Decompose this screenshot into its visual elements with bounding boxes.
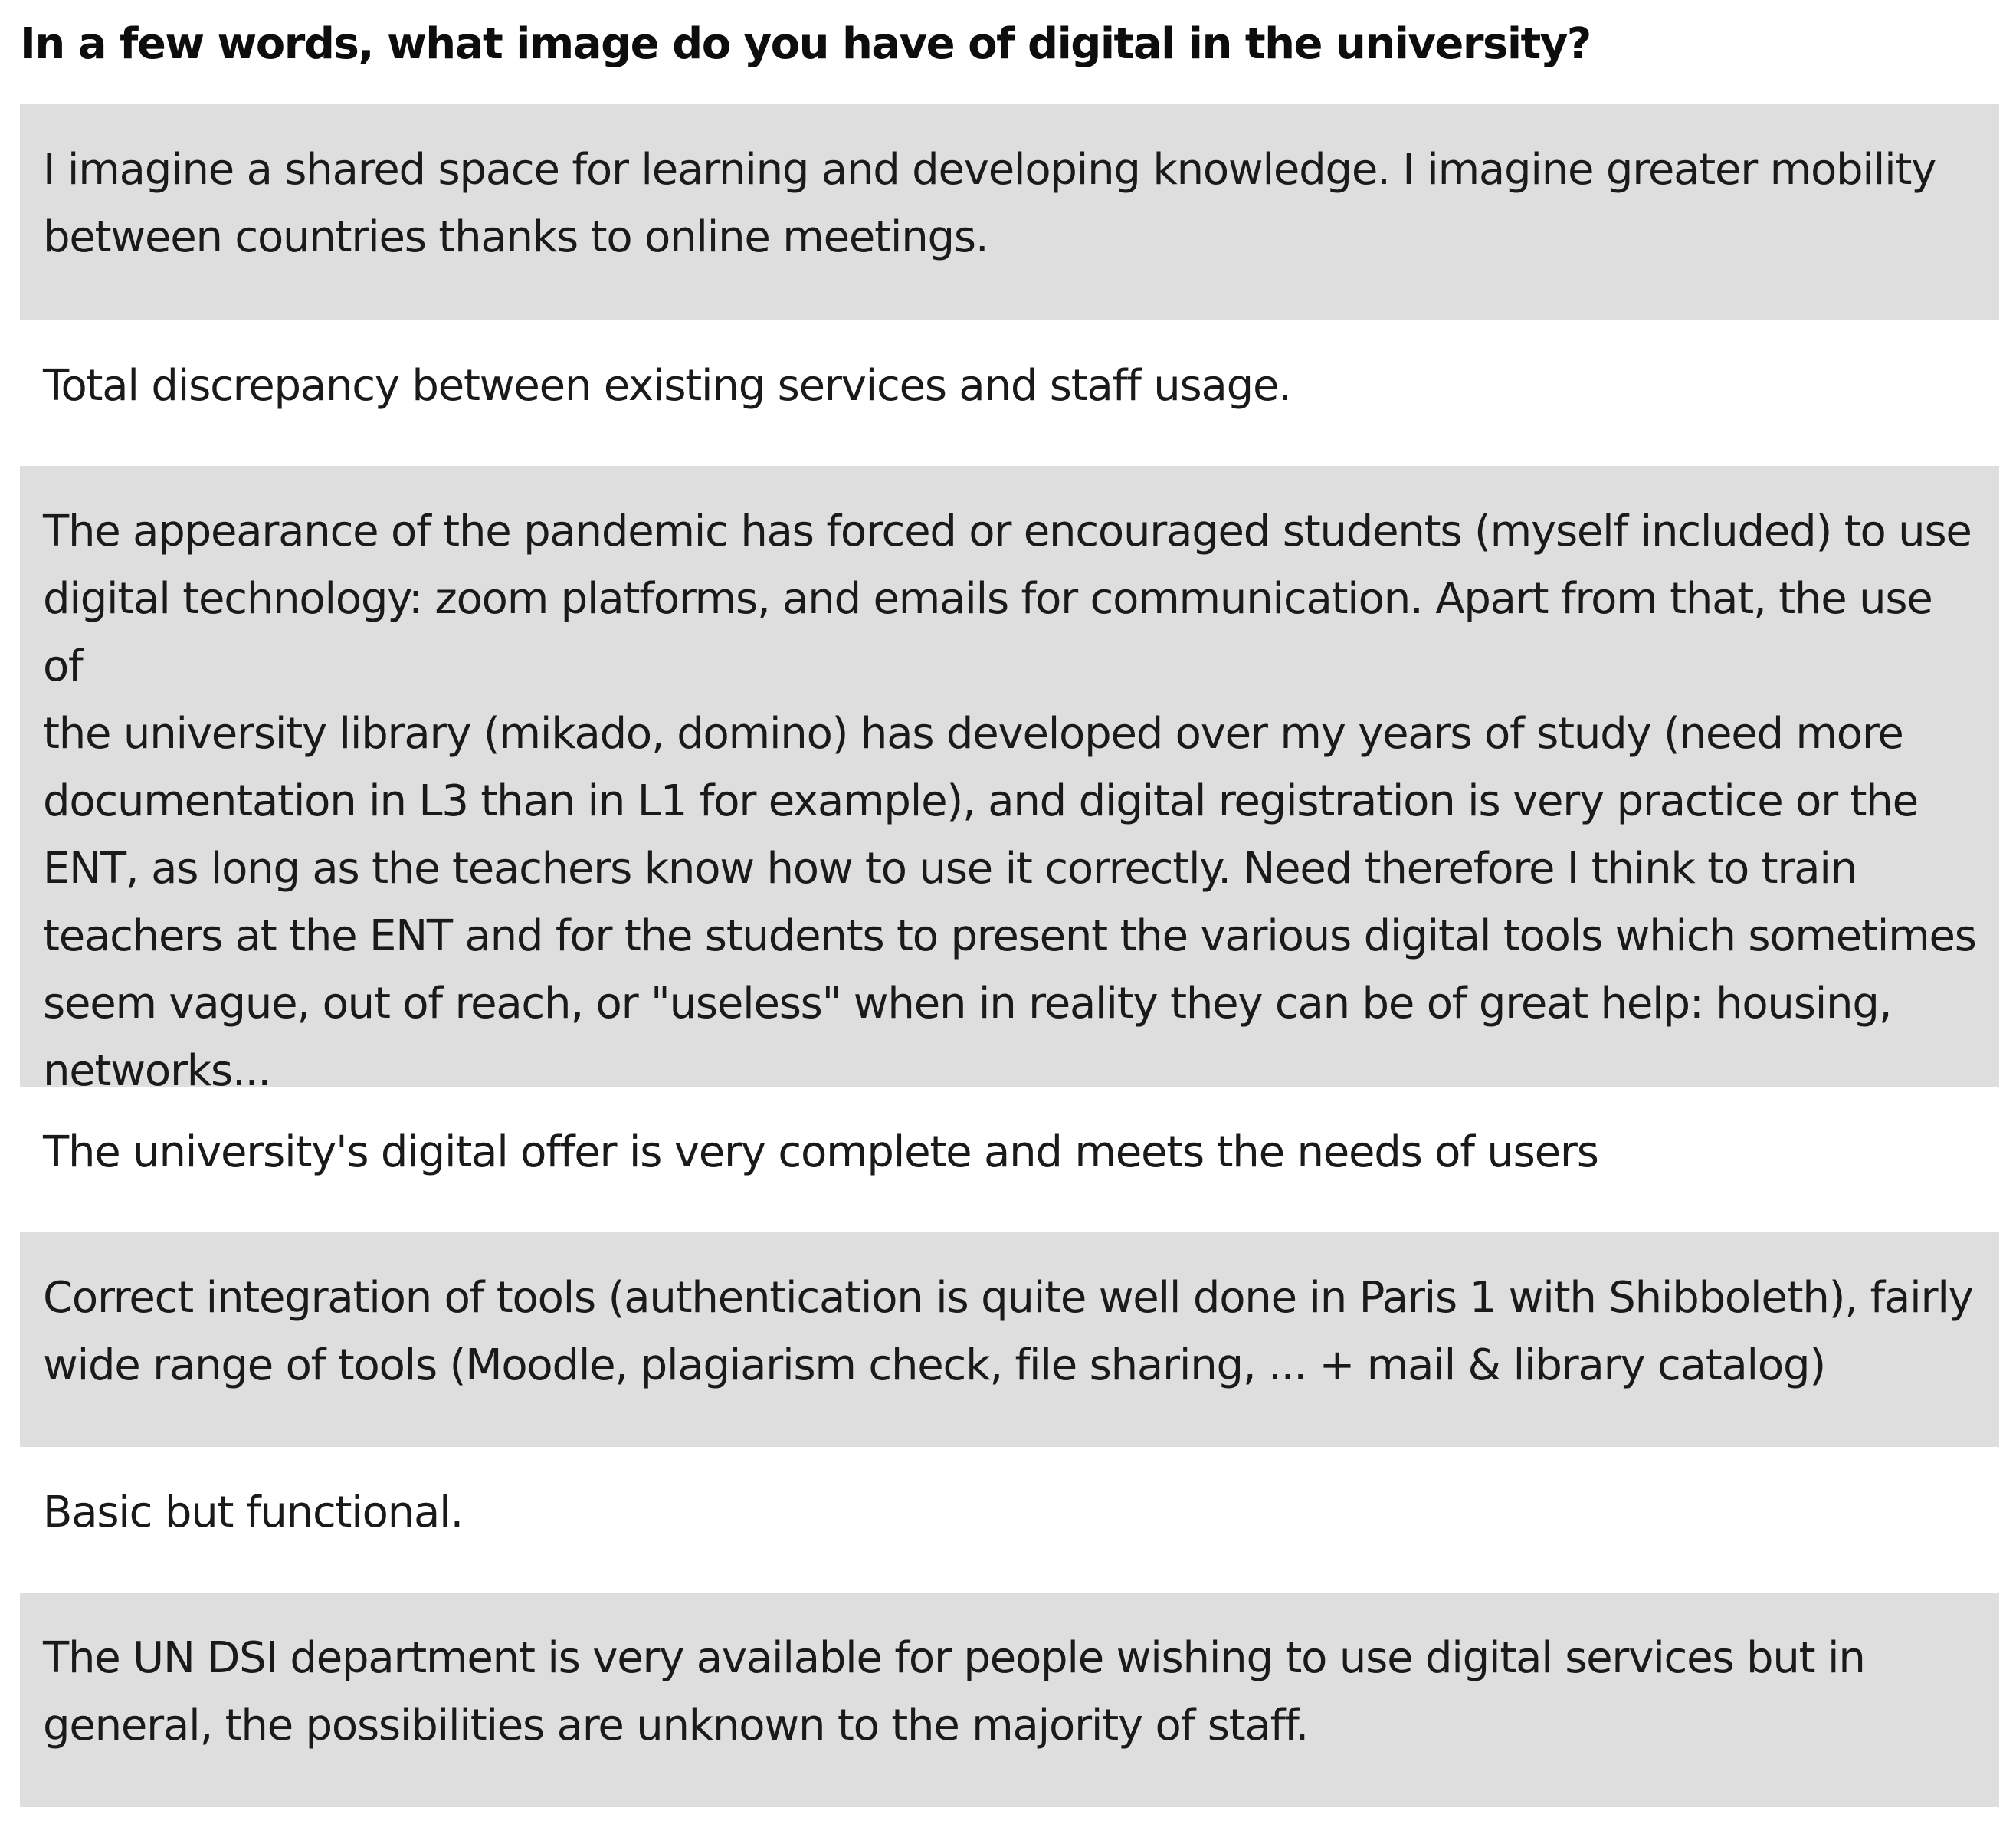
answers-list <box>20 104 1999 1807</box>
answer-line: teachers at the ENT and for the students to present the various digital tools which sometimes <box>43 911 1976 961</box>
answer-row <box>20 1232 1999 1447</box>
answer-row <box>20 320 1999 466</box>
answer-line: documentation in L3 than in L1 for example), and digital registration is very practice or the <box>43 776 1918 826</box>
answer-line: The appearance of the pandemic has forced or encouraged students (myself included) to use <box>43 507 1972 556</box>
question-heading: In a few words, what image do you have of digital in the university? <box>20 19 1591 69</box>
answer-line: Total discrepancy between existing services and staff usage. <box>43 361 1291 411</box>
answer-line: between countries thanks to online meetings. <box>43 212 988 262</box>
answer-line: I imagine a shared space for learning and developing knowledge. I imagine greater mobility <box>43 145 1936 195</box>
answer-row <box>20 1593 1999 1807</box>
answer-line: Basic but functional. <box>43 1488 464 1537</box>
answer-row <box>20 466 1999 1087</box>
answer-line: The university's digital offer is very complete and meets the needs of users <box>43 1127 1598 1177</box>
answer-line: Correct integration of tools (authentication is quite well done in Paris 1 with Shibboleth), fairly <box>43 1273 1973 1323</box>
answer-line: The UN DSI department is very available for people wishing to use digital services but in <box>43 1633 1865 1683</box>
answer-line: digital technology: zoom platforms, and emails for communication. Apart from that, the use of <box>43 574 1932 691</box>
answer-row <box>20 1087 1999 1232</box>
answer-line: ENT, as long as the teachers know how to use it correctly. Need therefore I think to train <box>43 844 1857 894</box>
answer-line: general, the possibilities are unknown to the majority of staff. <box>43 1701 1309 1750</box>
answer-line: the university library (mikado, domino) has developed over my years of study (need more <box>43 709 1903 759</box>
answer-line: wide range of tools (Moodle, plagiarism check, file sharing, ... + mail & library catalog) <box>43 1340 1825 1390</box>
answer-line: networks... <box>43 1046 270 1087</box>
answer-line: seem vague, out of reach, or "useless" when in reality they can be of great help: housing, <box>43 979 1892 1028</box>
answer-row <box>20 104 1999 320</box>
answer-row <box>20 1447 1999 1593</box>
